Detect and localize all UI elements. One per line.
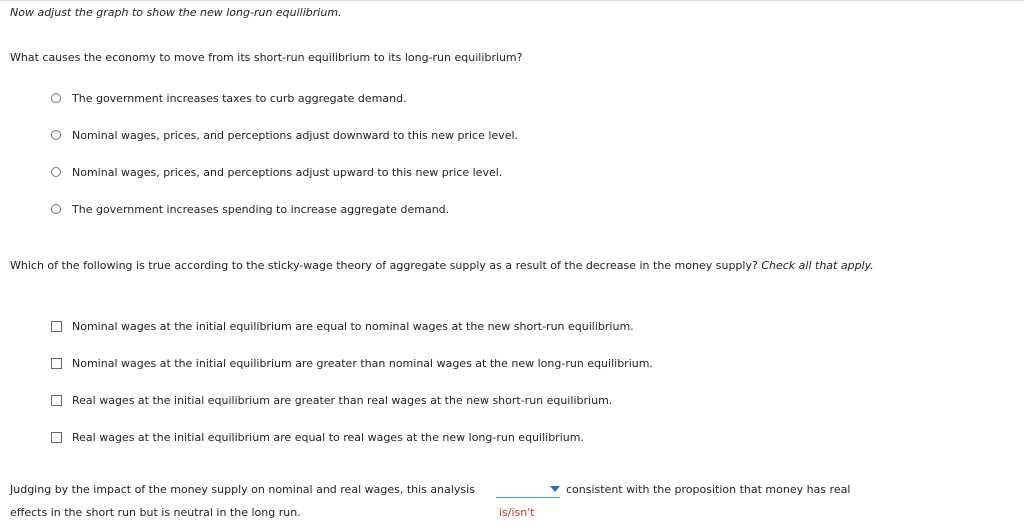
checkbox[interactable] [51,432,62,443]
question-2-text: Which of the following is true according to the sticky-wage theory of aggregate supply as a result of the decrease in the money supply? [10,259,758,272]
dropdown-selected-value[interactable]: is/isn't [499,506,535,519]
instruction-text: Now adjust the graph to show the new long-run equilibrium. [10,6,342,19]
q1-option-4[interactable] [51,201,449,217]
question-1-prompt: What causes the economy to move from its short-run equilibrium to its long-run equilibrium? [10,51,523,64]
q2-option-2-label: Nominal wages at the initial equilibrium are greater than nominal wages at the new long-run equilibrium. [72,356,653,370]
q1-option-3[interactable] [51,164,502,180]
q1-option-3-label: Nominal wages, prices, and perceptions adjust upward to this new price level. [72,165,503,179]
checkbox[interactable] [51,395,62,406]
q2-option-2[interactable] [51,355,653,371]
radio-button[interactable] [51,204,61,214]
q2-option-1[interactable] [51,318,634,334]
q1-option-2-label: Nominal wages, prices, and perceptions adjust downward to this new price level. [72,128,519,142]
radio-button[interactable] [51,93,61,103]
q2-option-3-label: Real wages at the initial equilibrium are greater than real wages at the new short-run equilibrium. [72,393,613,407]
question-2-prompt [10,255,880,277]
question-3 [10,483,890,523]
q2-option-4-label: Real wages at the initial equilibrium are equal to real wages at the new long-run equilibrium. [72,430,584,444]
checkbox[interactable] [51,321,62,332]
top-divider [0,0,1024,1]
q2-option-4[interactable] [51,429,584,445]
radio-button[interactable] [51,167,61,177]
question-2-instruction: Check all that apply. [761,259,874,272]
q1-option-4-label: The government increases spending to increase aggregate demand. [72,202,450,216]
q1-option-2[interactable] [51,127,518,143]
question-3-text-before: Judging by the impact of the money supply on nominal and real wages, this analysis [10,483,475,496]
chevron-down-icon[interactable] [550,486,560,492]
q1-option-1[interactable] [51,90,407,106]
is-isnt-dropdown[interactable] [496,483,560,498]
q2-option-3[interactable] [51,392,612,408]
question-3-text-line2: effects in the short run but is neutral in the long run. [10,506,301,519]
checkbox[interactable] [51,358,62,369]
q2-option-1-label: Nominal wages at the initial equilibrium are equal to nominal wages at the new short-run equilibrium. [72,319,634,333]
q1-option-1-label: The government increases taxes to curb aggregate demand. [72,91,407,105]
radio-button[interactable] [51,130,61,140]
question-3-text-after: consistent with the proposition that money has real [566,483,851,496]
